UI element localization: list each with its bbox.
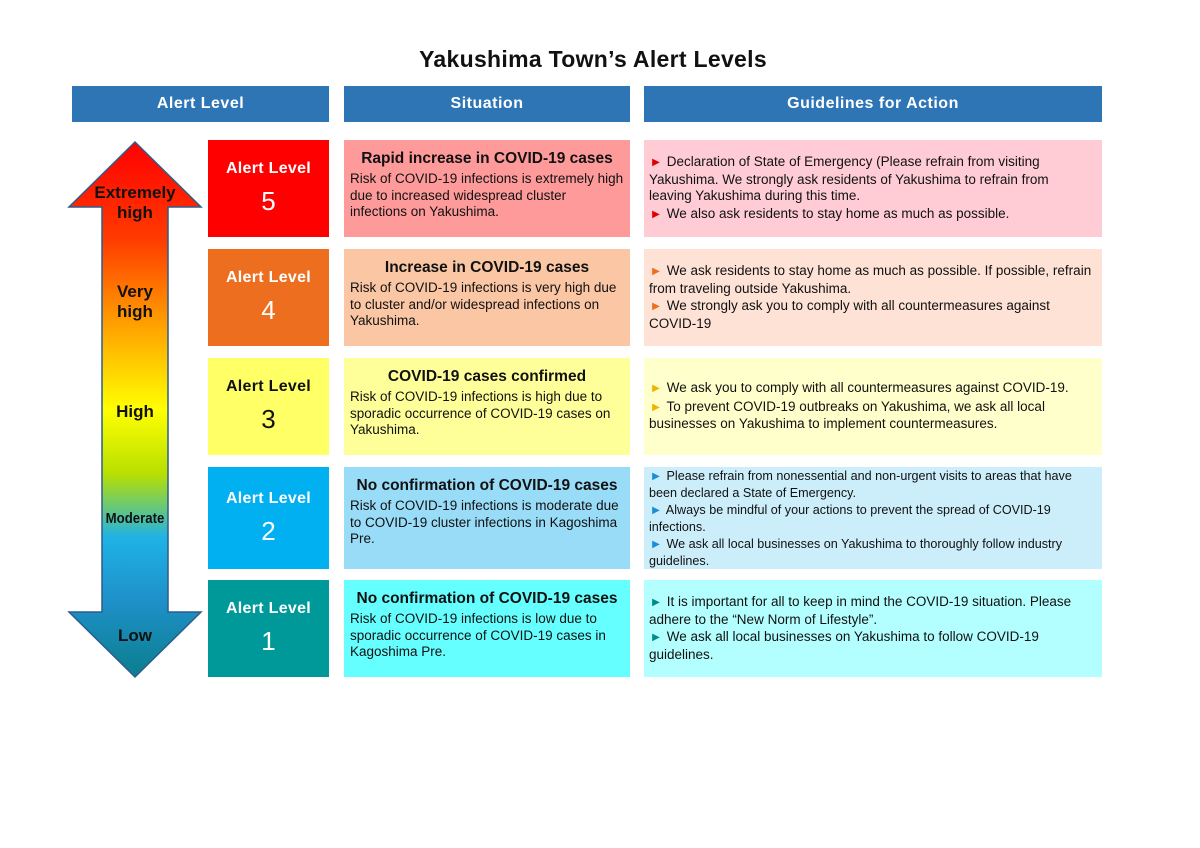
guideline-text: We also ask residents to stay home as much as possible.	[663, 205, 1010, 221]
alert-level-number: 5	[261, 186, 276, 216]
guideline-item	[649, 399, 1092, 433]
situation-description: Risk of COVID-19 infections is low due to sporadic occurrence of COVID-19 cases in Kagoshima Pre.	[350, 611, 606, 659]
bullet-triangle-icon: ▶	[652, 401, 660, 413]
situation-level-2	[344, 467, 630, 569]
guideline-text: We strongly ask you to comply with all countermeasures against COVID-19	[649, 298, 1050, 331]
bullet-triangle-icon: ▶	[652, 266, 660, 277]
guideline-item	[649, 380, 1092, 398]
scale-low: Low	[118, 626, 152, 645]
alert-level-number: 2	[261, 515, 276, 546]
scale-extremely-high: Extremely high	[94, 183, 176, 222]
alert-level-number: 3	[261, 404, 276, 434]
situation-description: Risk of COVID-19 infections is high due to sporadic occurrence of COVID-19 cases on Yakushima.	[350, 389, 611, 437]
alert-level-label: Alert Level	[225, 269, 312, 286]
guideline-item	[649, 298, 1092, 332]
situation-description: Risk of COVID-19 infections is extremely high due to increased widespread cluster infections on Yakushima.	[350, 171, 624, 219]
guideline-text: Declaration of State of Emergency (Please refrain from visiting Yakushima. We strongly ask residents of Yakushima to refrain from leaving Yakushima during this time.	[649, 154, 1049, 203]
guideline-text: Please refrain from nonessential and non-urgent visits to areas that have been declared a State of Emergency.	[649, 468, 1072, 500]
bullet-triangle-icon: ▶	[652, 383, 660, 395]
guidelines-level-5	[644, 140, 1102, 237]
situation-level-5	[344, 140, 630, 237]
guideline-text: To prevent COVID-19 outbreaks on Yakushima, we ask all local businesses on Yakushima to implement countermeasures.	[649, 398, 1045, 432]
scale-moderate: Moderate	[105, 510, 165, 527]
header-guidelines: Guidelines for Action	[644, 86, 1102, 122]
guideline-item	[649, 206, 1092, 224]
alert-level-number: 1	[261, 626, 276, 656]
guideline-item	[649, 468, 1092, 501]
bullet-triangle-icon: ▶	[652, 504, 660, 516]
guideline-item	[649, 629, 1092, 663]
bullet-triangle-icon: ▶	[652, 301, 660, 312]
bullet-triangle-icon: ▶	[652, 470, 660, 482]
alert-level-1-badge	[208, 580, 329, 677]
guidelines-level-1	[644, 580, 1102, 677]
header-situation: Situation	[344, 86, 630, 122]
situation-title: No confirmation of COVID-19 cases	[356, 477, 618, 494]
guidelines-level-3	[644, 358, 1102, 455]
guideline-item	[649, 594, 1092, 628]
scale-very-high: Very high	[117, 282, 153, 321]
header-alert-level: Alert Level	[72, 86, 329, 122]
alert-level-label: Alert Level	[225, 600, 312, 617]
bullet-triangle-icon: ▶	[652, 597, 660, 608]
bullet-triangle-icon: ▶	[652, 208, 660, 220]
bullet-triangle-icon: ▶	[652, 538, 660, 550]
guideline-text: We ask all local businesses on Yakushima to follow COVID-19 guidelines.	[649, 629, 1039, 662]
guidelines-level-4	[644, 249, 1102, 346]
guideline-text: We ask you to comply with all countermeasures against COVID-19.	[663, 380, 1069, 396]
alert-level-label: Alert Level	[225, 489, 312, 507]
alert-level-2-badge	[208, 467, 329, 569]
guideline-item	[649, 502, 1092, 535]
scale-high: High	[116, 402, 154, 421]
alert-level-3-badge	[208, 358, 329, 455]
guideline-text: Always be mindful of your actions to prevent the spread of COVID-19 infections.	[649, 502, 1051, 534]
bullet-triangle-icon: ▶	[652, 157, 660, 168]
page-title: Yakushima Town’s Alert Levels	[419, 46, 767, 72]
guideline-text: It is important for all to keep in mind the COVID-19 situation. Please adhere to the “New Norm of Lifestyle”.	[649, 594, 1072, 627]
guidelines-level-2	[644, 467, 1102, 569]
guideline-item	[649, 263, 1092, 297]
situation-level-1	[344, 580, 630, 677]
guideline-text: We ask all local businesses on Yakushima to thoroughly follow industry guidelines.	[649, 536, 1063, 568]
situation-title: Rapid increase in COVID-19 cases	[361, 150, 613, 167]
situation-title: Increase in COVID-19 cases	[384, 259, 590, 276]
alert-level-label: Alert Level	[225, 160, 312, 177]
alert-level-4-badge	[208, 249, 329, 346]
alert-level-number: 4	[261, 295, 276, 325]
situation-description: Risk of COVID-19 infections is very high due to cluster and/or widespread infections on Yakushima.	[350, 280, 617, 328]
guideline-item	[649, 154, 1092, 205]
situation-description: Risk of COVID-19 infections is moderate due to COVID-19 cluster infections in Kagoshima Pre.	[350, 498, 619, 546]
situation-title: No confirmation of COVID-19 cases	[356, 590, 618, 607]
alert-level-label: Alert Level	[225, 378, 312, 395]
situation-title: COVID-19 cases confirmed	[387, 368, 587, 385]
bullet-triangle-icon: ▶	[652, 632, 660, 643]
guideline-item	[649, 536, 1092, 569]
alert-level-5-badge	[208, 140, 329, 237]
situation-level-3	[344, 358, 630, 455]
guideline-text: We ask residents to stay home as much as possible. If possible, refrain from traveling outside Yakushima.	[649, 263, 1092, 296]
situation-level-4	[344, 249, 630, 346]
